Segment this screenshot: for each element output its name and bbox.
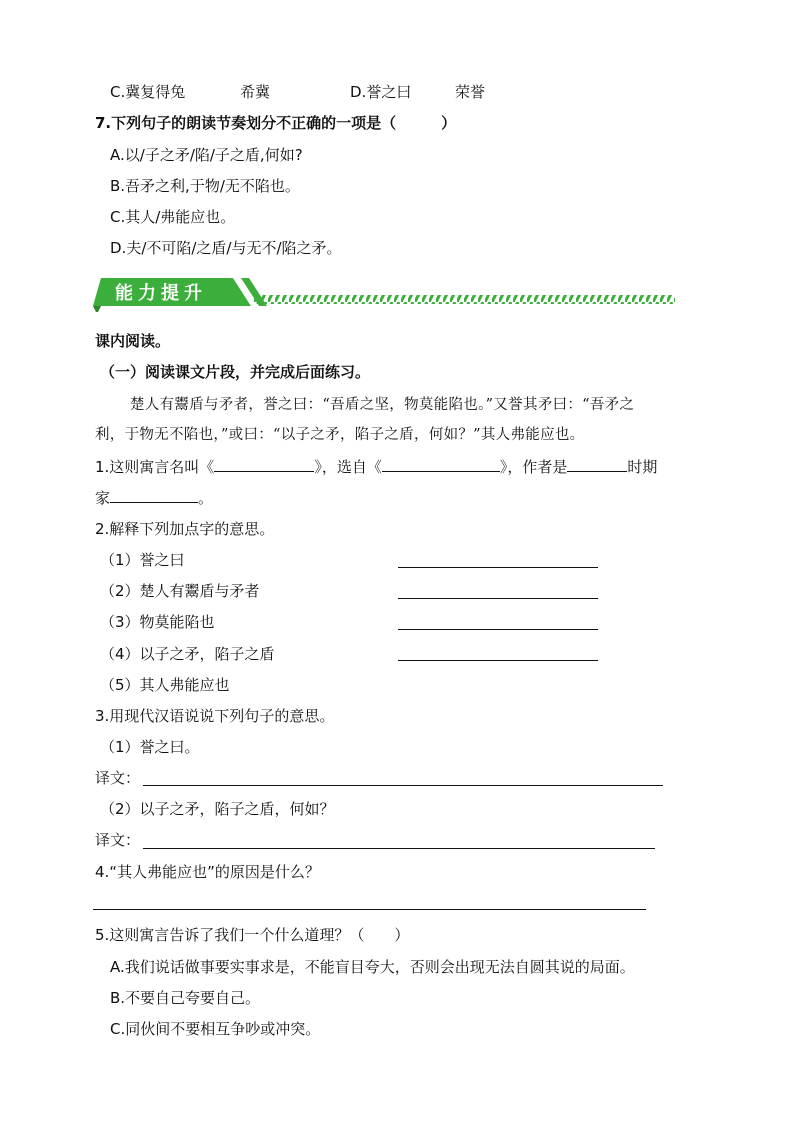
q1-text-d: 时期 xyxy=(627,458,658,476)
q1-text-f: 。 xyxy=(198,489,214,507)
q1-text-a: 1.这则寓言名叫《 xyxy=(95,458,215,476)
q2-answer-line-1[interactable] xyxy=(398,567,598,568)
option-d-word: 荣誉 xyxy=(455,83,486,101)
q5-title: 5.这则寓言告诉了我们一个什么道理？（ ） xyxy=(95,926,410,944)
q5-option-a: A.我们说话做事要实事求是，不能盲目夸大，否则会出现无法自圆其说的局面。 xyxy=(110,958,635,976)
q1-blank-school[interactable] xyxy=(110,488,198,503)
q2-title: 2.解释下列加点字的意思。 xyxy=(95,520,275,538)
q3-title: 3.用现代汉语说说下列句子的意思。 xyxy=(95,707,335,725)
reading-heading: 课内阅读。 xyxy=(95,332,171,350)
section-title: 能力提升 xyxy=(115,283,207,304)
q2-answer-line-2[interactable] xyxy=(398,598,598,599)
q2-answer-line-4[interactable] xyxy=(398,660,598,661)
option-d: D.誉之曰 xyxy=(350,83,412,101)
q2-item-1: （1）誉之曰 xyxy=(100,551,185,569)
q5-option-b: B.不要自己夸要自己。 xyxy=(110,989,261,1007)
q2-answer-line-3[interactable] xyxy=(398,629,598,630)
q5-option-c: C.同伙间不要相互争吵或冲突。 xyxy=(110,1020,321,1038)
q1-text-c: 》，作者是 xyxy=(499,458,568,476)
q7-option-d: D.夫/不可陷/之盾/与无不/陷之矛。 xyxy=(110,239,342,257)
q7-option-a: A.以/子之矛/陷/子之盾,何如? xyxy=(110,146,303,164)
q1-line-2 xyxy=(95,488,213,508)
passage-line-1: 楚人有鬻盾与矛者，誉之曰：“吾盾之坚，物莫能陷也。”又誉其矛曰：“吾矛之 xyxy=(130,397,635,413)
q3-translation-line-1[interactable] xyxy=(143,785,663,786)
q1-line-1 xyxy=(95,457,657,477)
q2-item-4: （4）以子之矛，陷子之盾 xyxy=(100,645,275,663)
q3-translation-label-1: 译文： xyxy=(95,769,141,787)
q3-translation-label-2: 译文： xyxy=(95,831,141,849)
q2-item-5: （5）其人弗能应也 xyxy=(100,676,230,694)
q3-translation-line-2[interactable] xyxy=(143,848,655,849)
reading-subheading: （一）阅读课文片段，并完成后面练习。 xyxy=(100,363,371,381)
q1-blank-period[interactable] xyxy=(567,457,627,472)
q1-blank-source[interactable] xyxy=(382,457,500,472)
q4-answer-line[interactable] xyxy=(93,909,646,910)
banner-hatch-stripe xyxy=(253,295,675,304)
q7-option-c: C.其人/弗能应也。 xyxy=(110,208,236,226)
q7-option-b: B.吾矛之利,于物/无不陷也。 xyxy=(110,177,300,195)
option-c: C.冀复得兔 xyxy=(110,83,186,101)
q2-item-3: （3）物莫能陷也 xyxy=(100,613,215,631)
q1-text-b: 》，选自《 xyxy=(314,458,382,476)
option-c-word: 希冀 xyxy=(240,83,271,101)
section-banner xyxy=(93,272,683,312)
q3-sentence-2: （2）以子之矛，陷子之盾，何如？ xyxy=(100,800,335,818)
q1-blank-title[interactable] xyxy=(214,457,314,472)
q3-sentence-1: （1）誉之曰。 xyxy=(100,738,200,756)
q4-title: 4.“其人弗能应也”的原因是什么？ xyxy=(95,863,320,881)
q7-title: 7.下列句子的朗读节奏划分不正确的一项是（ ） xyxy=(95,114,457,132)
q2-item-2: （2）楚人有鬻盾与矛者 xyxy=(100,582,260,600)
passage-line-2: 利，于物无不陷也，”或曰：“以子之矛，陷子之盾，何如？”其人弗能应也。 xyxy=(95,427,585,443)
q1-text-e: 家 xyxy=(95,489,111,507)
